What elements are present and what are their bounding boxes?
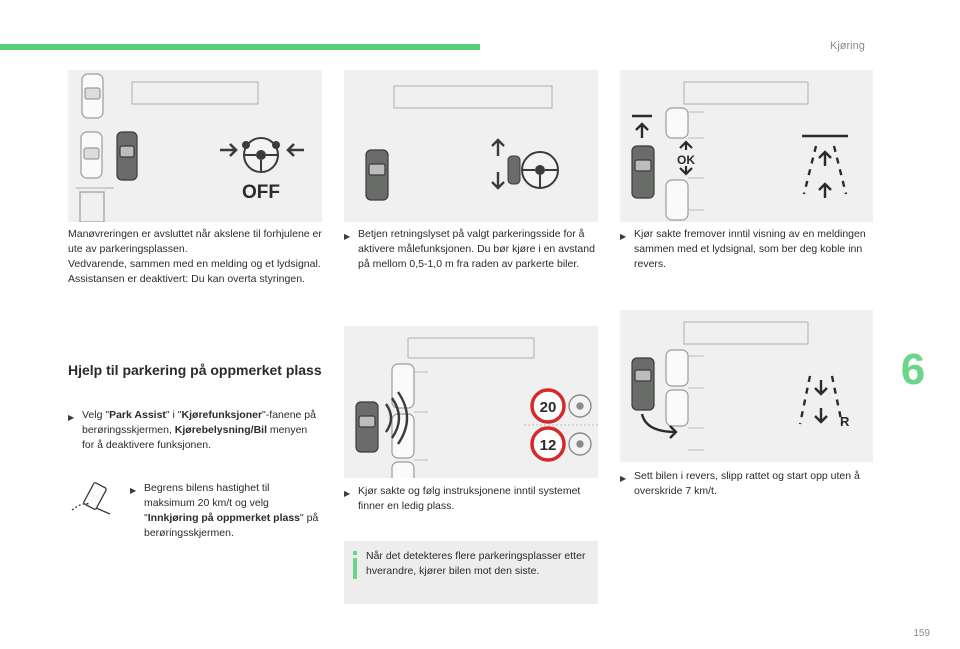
bullet-icon: ▶ bbox=[620, 474, 627, 483]
section-title: Kjøring bbox=[830, 40, 865, 52]
arrow-ok-down-icon bbox=[680, 166, 692, 174]
own-car-icon bbox=[117, 132, 137, 180]
figure-reverse bbox=[620, 310, 873, 462]
parked-car-top-icon bbox=[82, 74, 103, 118]
arrow-up-icon bbox=[636, 124, 648, 138]
page-number: 159 bbox=[913, 628, 930, 639]
ok-label: OK bbox=[677, 153, 695, 167]
col1-para-line: Manøvreringen er avsluttet når akslene til forhjulene er ute av parkeringsplassen. bbox=[68, 228, 322, 255]
touch-hand-icon bbox=[70, 480, 114, 516]
hand-left-icon bbox=[242, 141, 250, 149]
own-car-icon bbox=[632, 146, 654, 198]
speed-sign-12 bbox=[532, 428, 564, 460]
arrow-in-left-icon bbox=[220, 144, 236, 156]
info-icon bbox=[352, 551, 358, 579]
col1-bullet-1: ▶ Velg "Park Assist" i "Kjørefunksjoner"-fanene på berøringsskjermen, Kjørebelysning/Bil menyen for å deaktivere funksjonen. bbox=[68, 409, 316, 451]
chapter-number: 6 bbox=[900, 345, 926, 394]
bullet-icon: ▶ bbox=[68, 413, 75, 422]
bullet-icon: ▶ bbox=[344, 232, 351, 241]
figure-indicator bbox=[344, 70, 598, 222]
col2-bullet-2: ▶ Kjør sakte og følg instruksjonene inntil systemet finner en ledig plass. bbox=[344, 485, 581, 512]
info-text: Når det detekteres flere parkeringsplasser etter hverandre, kjører bilen mot den siste. bbox=[366, 550, 586, 577]
own-car-icon bbox=[356, 402, 378, 452]
parked-car-icon bbox=[666, 350, 688, 426]
parked-car-icon bbox=[392, 364, 414, 478]
bullet-icon: ▶ bbox=[620, 232, 627, 241]
top-accent-bar bbox=[0, 44, 480, 50]
off-label: OFF bbox=[242, 182, 280, 203]
col3-bullet-1: ▶ Kjør sakte fremover inntil visning av en meldingen sammen med et lydsignal, som ber deg koble inn revers. bbox=[620, 228, 866, 270]
col1-paragraph bbox=[68, 227, 322, 287]
arrow-in-right-icon bbox=[288, 144, 304, 156]
col1-para-line: Assistansen er deaktivert: Du kan overta styringen. bbox=[68, 273, 305, 285]
arrow-down-icon bbox=[492, 172, 504, 188]
parked-car-left-icon bbox=[81, 132, 102, 178]
arrow-up-icon bbox=[492, 140, 504, 156]
figure-ok bbox=[620, 70, 873, 222]
reverse-label: R bbox=[840, 414, 850, 429]
bullet-icon: ▶ bbox=[130, 486, 137, 495]
indicator-stalk-icon bbox=[508, 156, 520, 184]
own-car-icon bbox=[632, 358, 654, 410]
hand-right-icon bbox=[272, 141, 280, 149]
figure-speed bbox=[344, 326, 598, 478]
bullet-icon: ▶ bbox=[344, 489, 351, 498]
speed-sign-20 bbox=[532, 390, 564, 422]
own-car-icon bbox=[366, 150, 388, 200]
arrow-ok-up-icon bbox=[680, 142, 692, 150]
speed-sign-20-label: 20 bbox=[539, 399, 557, 416]
section-heading: Hjelp til parkering på oppmerket plass bbox=[68, 362, 322, 378]
speed-sign-12-label: 12 bbox=[539, 437, 557, 454]
figure-deactivate-off bbox=[68, 70, 322, 222]
col2-bullet-1: ▶ Betjen retningslyset på valgt parkeringsside for å aktivere målefunksjonen. Du bør kjøre i en avstand på mellom 0,5-1,0 m fra raden av parkerte biler. bbox=[344, 228, 595, 270]
col1-para-line: Vedvarende, sammen med en melding og et lydsignal. bbox=[68, 258, 321, 270]
col1-bullet-2: ▶ Begrens bilens hastighet til maksimum 20 km/t og velg "Innkjøring på oppmerket plass" på berøringsskjermen. bbox=[130, 482, 319, 539]
info-box bbox=[344, 541, 598, 604]
col3-bullet-2: ▶ Sett bilen i revers, slipp rattet og start opp uten å overskride 7 km/t. bbox=[620, 470, 860, 497]
steering-wheel-icon bbox=[522, 152, 558, 188]
